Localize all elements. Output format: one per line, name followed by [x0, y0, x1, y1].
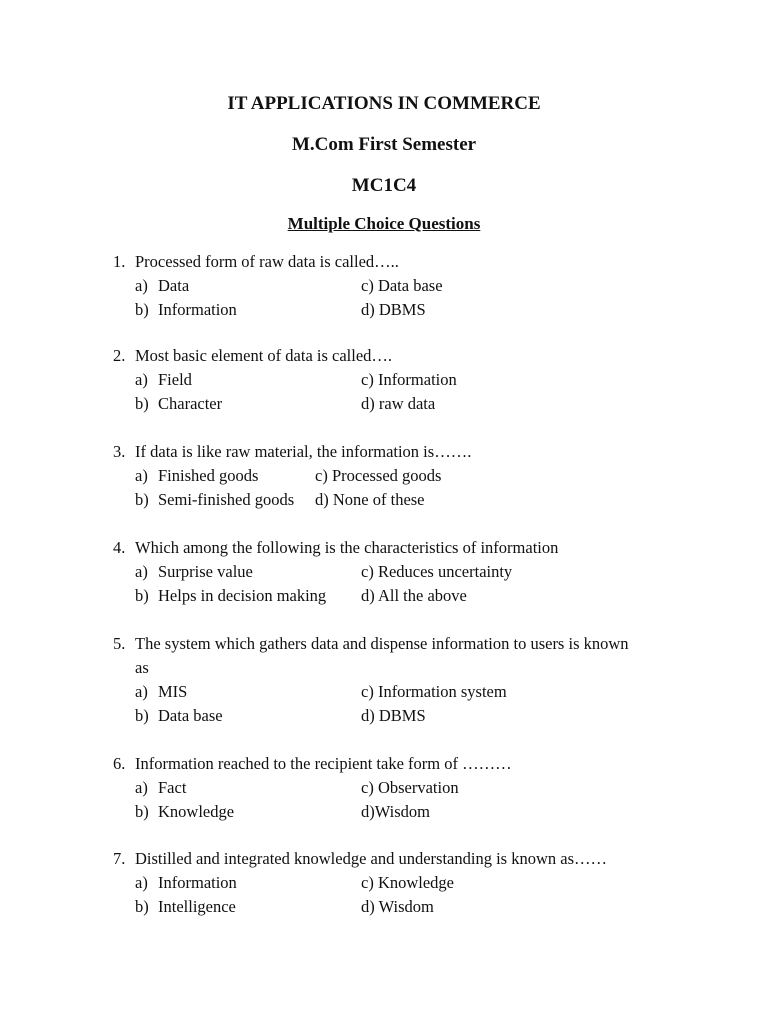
option-d: d) DBMS — [361, 300, 426, 319]
options-row — [113, 584, 673, 608]
question-7 — [113, 847, 673, 919]
option-d: d) Wisdom — [361, 897, 434, 916]
option-d: d)Wisdom — [361, 802, 430, 821]
option-letter: b) — [135, 897, 149, 916]
option-letter: b) — [135, 490, 149, 509]
question-number: 6. — [113, 754, 126, 773]
course-code: MC1C4 — [351, 175, 417, 196]
option-letter: a) — [135, 276, 148, 295]
options-row — [113, 464, 673, 488]
question-number: 2. — [113, 346, 126, 365]
question-number: 1. — [113, 252, 126, 271]
question-text: Distilled and integrated knowledge and understanding is known as…… — [135, 849, 607, 868]
option-letter: a) — [135, 370, 148, 389]
option-b: Semi-finished goods — [158, 490, 295, 509]
question-text: If data is like raw material, the information is……. — [135, 442, 472, 461]
option-b: Character — [158, 394, 223, 413]
option-a: Surprise value — [158, 562, 253, 581]
option-b: Intelligence — [158, 897, 236, 916]
option-b: Helps in decision making — [158, 586, 327, 605]
options-row — [113, 298, 673, 322]
question-5 — [113, 632, 673, 728]
option-c: c) Data base — [361, 276, 443, 295]
option-letter: a) — [135, 466, 148, 485]
option-letter: b) — [135, 394, 149, 413]
option-letter: b) — [135, 300, 149, 319]
option-a: Field — [158, 370, 192, 389]
question-number: 3. — [113, 442, 126, 461]
option-letter: a) — [135, 562, 148, 581]
options-row — [113, 704, 673, 728]
question-2 — [113, 344, 673, 416]
option-d: d) raw data — [361, 394, 436, 413]
option-d: d) None of these — [315, 490, 425, 509]
option-letter: a) — [135, 873, 148, 892]
option-letter: b) — [135, 706, 149, 725]
option-c: c) Reduces uncertainty — [361, 562, 513, 581]
question-3 — [113, 440, 673, 512]
question-text: The system which gathers data and dispense information to users is known — [135, 634, 629, 653]
course-title: IT APPLICATIONS IN COMMERCE — [227, 93, 541, 114]
option-a: Data — [158, 276, 190, 295]
question-text: Most basic element of data is called…. — [135, 346, 393, 365]
options-row — [113, 392, 673, 416]
question-number: 7. — [113, 849, 126, 868]
option-b: Data base — [158, 706, 223, 725]
option-c: c) Observation — [361, 778, 459, 797]
question-text: Which among the following is the characteristics of information — [135, 538, 559, 557]
option-c: c) Processed goods — [315, 466, 442, 485]
semester-title: M.Com First Semester — [291, 134, 477, 155]
options-row — [113, 800, 673, 824]
option-letter: b) — [135, 586, 149, 605]
options-row — [113, 488, 673, 512]
option-a: Finished goods — [158, 466, 259, 485]
option-d: d) DBMS — [361, 706, 426, 725]
option-a: MIS — [158, 682, 188, 701]
question-6 — [113, 752, 673, 824]
question-text-continued: as — [135, 658, 149, 677]
option-d: d) All the above — [361, 586, 467, 605]
options-row — [113, 368, 673, 392]
option-letter: a) — [135, 778, 148, 797]
option-letter: b) — [135, 802, 149, 821]
section-title: Multiple Choice Questions — [287, 214, 481, 233]
question-4 — [113, 536, 673, 608]
option-c: c) Information system — [361, 682, 507, 701]
options-row — [113, 680, 673, 704]
option-a: Fact — [158, 778, 187, 797]
option-c: c) Knowledge — [361, 873, 455, 892]
question-1 — [113, 250, 673, 322]
option-b: Knowledge — [158, 802, 235, 821]
options-row — [113, 776, 673, 800]
option-a: Information — [158, 873, 237, 892]
question-number: 4. — [113, 538, 126, 557]
question-number: 5. — [113, 634, 126, 653]
options-row — [113, 274, 673, 298]
question-text: Processed form of raw data is called….. — [135, 252, 399, 271]
option-letter: a) — [135, 682, 148, 701]
options-row — [113, 895, 673, 919]
options-row — [113, 560, 673, 584]
question-text: Information reached to the recipient take form of ……… — [135, 754, 512, 773]
option-c: c) Information — [361, 370, 457, 389]
option-b: Information — [158, 300, 237, 319]
options-row — [113, 871, 673, 895]
